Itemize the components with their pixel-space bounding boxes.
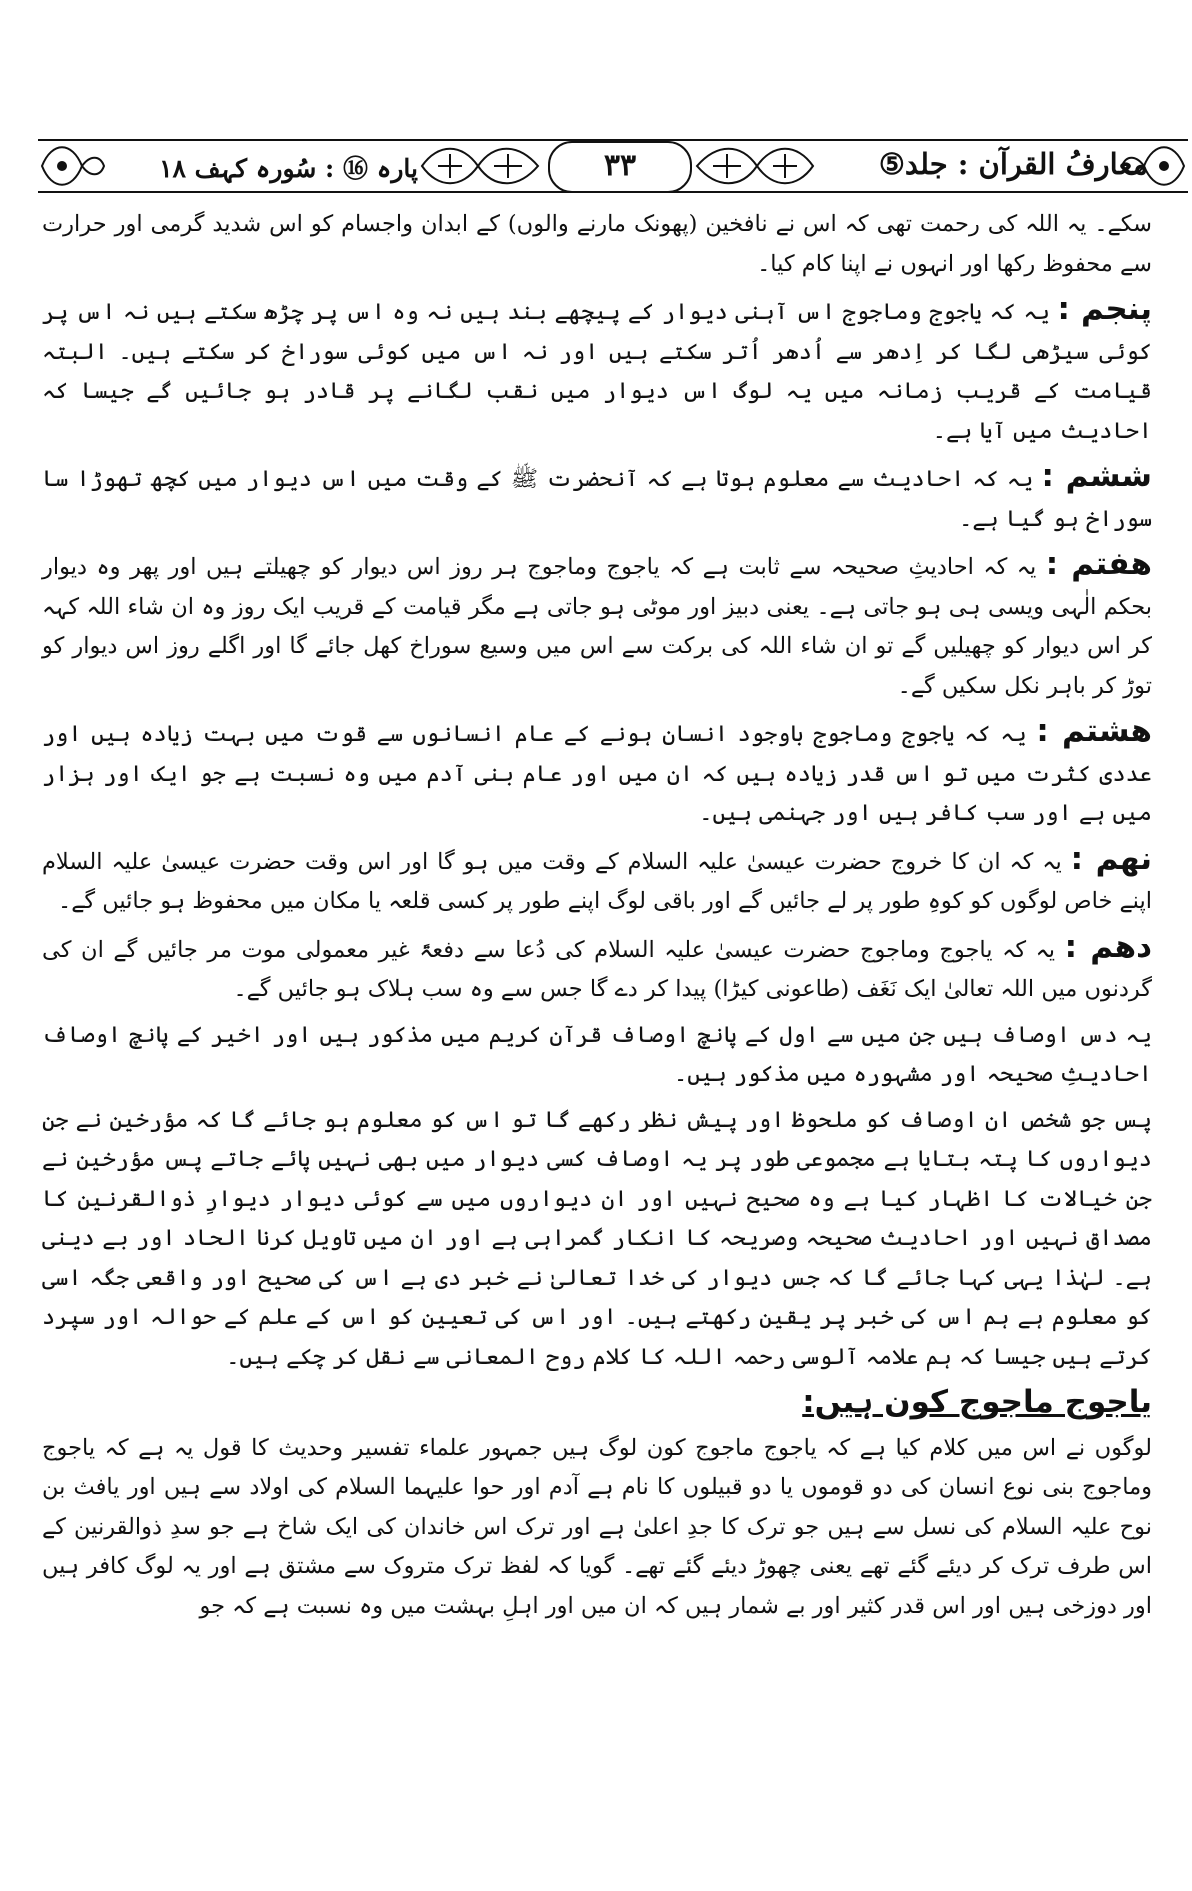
paragraph-label: ھشتم : [1036,713,1153,749]
paragraph-text: یہ کہ احادیثِ صحیحہ سے ثابت ہے کہ یاجوج وماجوج ہر روز اس دیوار کو چھیلتے ہیں اور پھر وہ دیوار بحکم الٰہی ویسی ہی ہو جاتی ہے۔ یعنی دبیز اور موٹی ہو جاتی ہے مگر قیامت کے قریب ایک روز وہ ان شاء اللہ کہہ کر اس دیوار کو چھیلیں گے تو ان شاء اللہ کی برکت سے اس میں وسیع سوراخ کھل جائے گا اور اگلے روز اس دیوار کو توڑ کر باہر نکل سکیں گے۔ [42,554,1152,699]
paragraph-text: یہ کہ ان کا خروج حضرت عیسیٰ علیہ السلام کے وقت میں ہو گا اور اس وقت حضرت عیسیٰ علیہ السلام اپنے خاص لوگوں کو کوہِ طور پر لے جائیں گے اور باقی لوگ اپنے طور پر کسی قلعہ یا مکان میں محفوظ ہو جائیں گے۔ [42,848,1152,914]
paragraph-text: یہ دس اوصاف ہیں جن میں سے اول کے پانچ اوصاف قرآن کریم میں مذکور ہیں اور اخیر کے پانچ اوصاف احادیثِ صحیحہ اور مشہورہ میں مذکور ہیں۔ [42,1021,1152,1087]
paragraph-text: پس جو شخص ان اوصاف کو ملحوظ اور پیش نظر رکھے گا تو اس کو معلوم ہو جائے گا کہ مؤرخین نے جن دیواروں کا پتہ بتایا ہے مجموعی طور پر یہ اوصاف کسی دیوار میں بھی نہیں پائے جاتے پس مؤرخین نے جن خیالات کا اظہار کیا ہے وہ صحیح نہیں اور ان دیواروں میں سے کوئی دیوار دیوارِ ذوالقرنین کا مصداق نہیں اور احادیث صحیحہ وصریحہ کا انکار گمراہی ہے اور ان میں تاویل کرنا الحاد اور بے دینی ہے۔ لہٰذا یہی کہا جائے گا کہ جس دیوار کی خدا تعالیٰ نے خبر دی ہے اس کی صحیح اور واقعی جگہ اسی کو معلوم ہے ہم اس کی خبر پر یقین رکھتے ہیں۔ اور اس کی تعیین کو اس کے علم کے حوالہ اور سپرد کرتے ہیں جیسا کہ ہم علامہ آلوسی رحمہ اللہ کا کلام روح المعانی سے نقل کر چکے ہیں۔ [42,1106,1152,1370]
center-left-ornament-icon [418,135,543,197]
paragraph-ninth [42,840,1152,922]
paragraph-intro [42,205,1152,284]
paragraph-label: ھفتم : [1045,546,1152,582]
para-surah-label: پارہ ⑯ : سُورہ کہف ۱۸ [159,154,418,183]
paragraph-text: یہ کہ یاجوج وماجوج حضرت عیسیٰ علیہ السلام کی دُعا سے دفعۃً غیر معمولی موت مر جائیں گے ان کی گردنوں میں اللہ تعالیٰ ایک نَغَف (طاعونی کیڑا) پیدا کر دے گا جس سے وہ سب ہلاک ہو جائیں گے۔ [42,936,1152,1002]
center-right-ornament-icon [693,135,818,197]
paragraph-label: پنجم : [1057,291,1153,327]
paragraph-text: یہ کہ یاجوج وماجوج اس آہنی دیوار کے پیچھے بند ہیں نہ وہ اس پر چڑھ سکتے ہیں نہ اس پر کوئی سیڑھی لگا کر اِدھر سے اُدھر اُتر سکتے ہیں اور نہ اس میں کوئی سوراخ کر سکتے ہیں۔ البتہ قیامت کے قریب زمانہ میں یہ لوگ اس دیوار میں نقب لگانے پر قادر ہو جائیں گے جیسا کہ احادیث میں آیا ہے۔ [42,299,1152,444]
paragraph-seventh [42,545,1152,706]
left-ornament-icon [38,135,108,197]
paragraph-conclusion [42,1101,1152,1378]
paragraph-text: لوگوں نے اس میں کلام کیا ہے کہ یاجوج ماجوج کون لوگ ہیں جمہور علماء تفسیر وحدیث کا قول یہ ہے کہ یاجوج وماجوج بنی نوع انسان کی دو قوموں یا دو قبیلوں کا نام ہے آدم اور حوا علیہما السلام کی اولاد سے ہیں اور یافث بن نوح علیہ السلام کی نسل سے ہیں جو ترک کا جدِ اعلیٰ ہے اور ترک اس خاندان کی ایک شاخ ہے جو سدِ ذوالقرنین کے اس طرف ترک کر دیئے گئے تھے یعنی چھوڑ دیئے گئے تھے۔ گویا کہ لفظ ترک متروک سے مشتق ہے اور یہ لوگ کافر ہیں اور دوزخی ہیں اور اس قدر کثیر اور بے شمار ہیں کہ ان میں اور اہلِ بہشت میں وہ نسبت ہے کہ جو [42,1434,1152,1619]
page-header [38,135,1188,197]
section-paragraph [42,1429,1152,1627]
paragraph-label: ششم : [1041,458,1152,494]
page-body [42,205,1152,1632]
page-number: ۳۳ [548,141,692,193]
paragraph-summary [42,1016,1152,1095]
paragraph-text: یہ کہ یاجوج وماجوج باوجود انسان ہونے کے عام انسانوں سے قوت میں بہت زیادہ ہیں اور عددی کثرت میں تو اس قدر زیادہ ہیں کہ ان میں اور عام بنی آدم میں وہ نسبت ہے جو ایک اور ہزار میں ہے اور سب کافر ہیں اور جہنمی ہیں۔ [42,721,1152,826]
book-title: معارفُ القرآن : جلد⑤ [878,147,1148,181]
paragraph-sixth [42,457,1152,539]
paragraph-label: نھم : [1070,840,1152,877]
paragraph-eighth [42,712,1152,834]
paragraph-text: یہ کہ احادیث سے معلوم ہوتا ہے کہ آنحضرت ﷺ کے وقت میں اس دیوار میں کچھ تھوڑا سا سوراخ ہو گیا ہے۔ [42,466,1152,532]
paragraph-label: دھم : [1064,928,1153,965]
paragraph-tenth [42,928,1152,1010]
paragraph-fifth [42,290,1152,451]
paragraph-text: سکے۔ یہ اللہ کی رحمت تھی کہ اس نے نافخین (پھونک مارنے والوں) کے ابدان واجسام کو اس شدید گرمی اور حرارت سے محفوظ رکھا اور انہوں نے اپنا کام کیا۔ [42,211,1152,277]
section-heading: یاجوج ماجوج کون ہیں: [802,1384,1152,1420]
